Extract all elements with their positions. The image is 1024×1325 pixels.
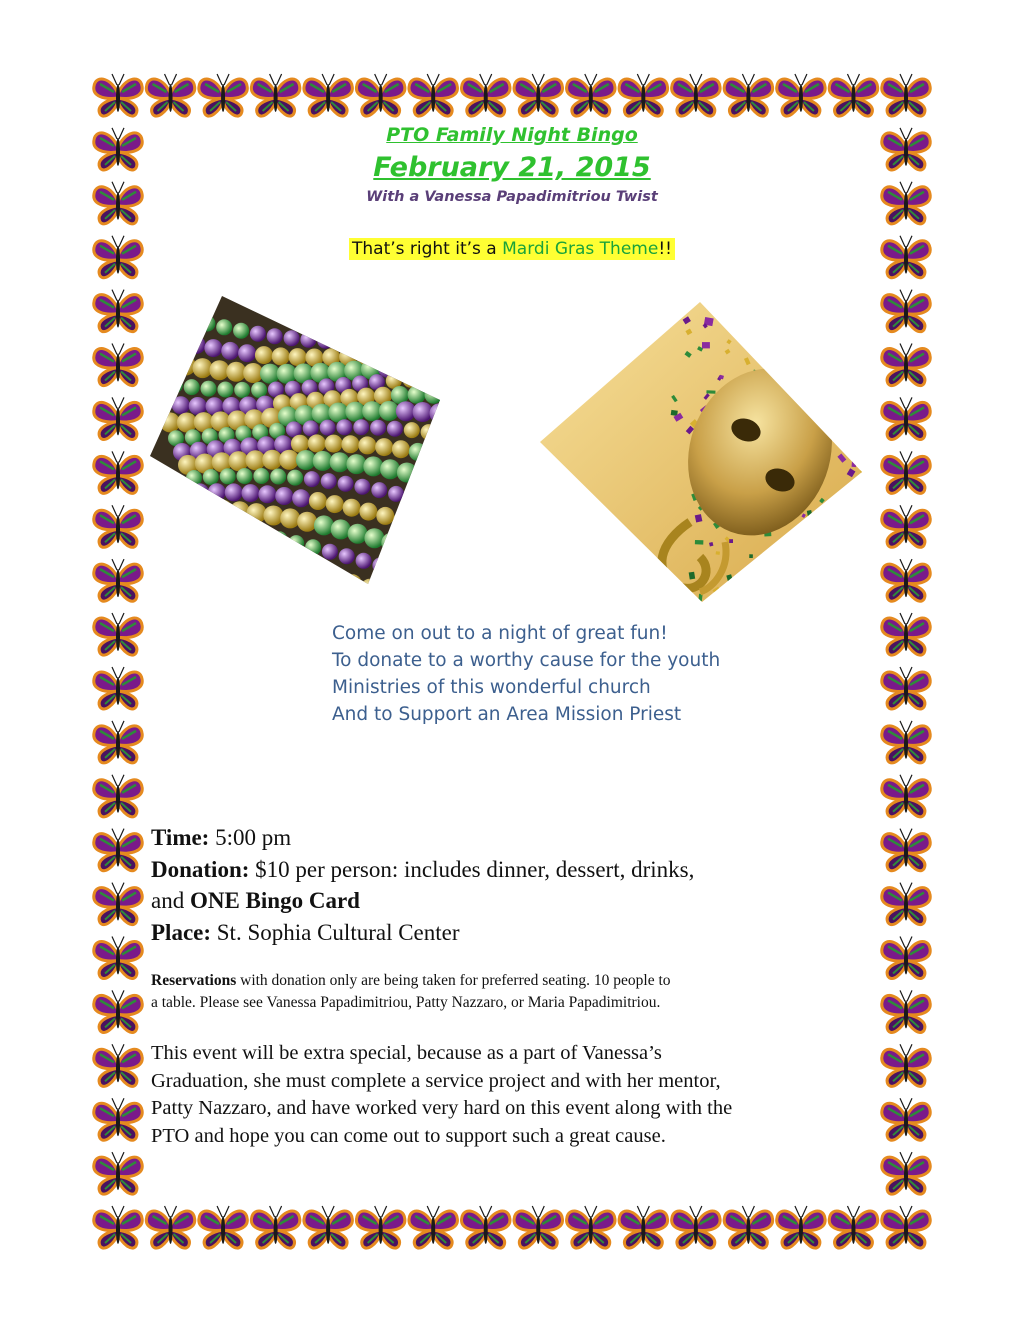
- reservations-line-2: a table. Please see Vanessa Papadimitriou, Patty Nazzaro, or Maria Papadimitriou.: [151, 994, 661, 1011]
- butterfly-icon: [777, 1206, 825, 1248]
- butterfly-icon: [94, 721, 142, 763]
- mardi-gras-beads-photo: [150, 296, 450, 596]
- reservations-line-1: [151, 970, 879, 992]
- butterfly-icon: [882, 182, 930, 224]
- butterfly-icon: [882, 775, 930, 817]
- place-label: Place:: [151, 919, 212, 945]
- butterfly-icon: [829, 1206, 877, 1248]
- theme-banner: [349, 238, 675, 260]
- butterfly-icon: [356, 74, 404, 116]
- theme-highlight: Mardi Gras Theme: [502, 239, 659, 259]
- butterfly-icon: [882, 829, 930, 871]
- butterfly-icon: [94, 936, 142, 978]
- butterfly-icon: [882, 667, 930, 709]
- reservations-label: Reservations: [151, 972, 237, 989]
- butterfly-icon: [882, 1098, 930, 1140]
- donation-value: $10 per person: includes dinner, dessert, drinks,: [249, 856, 695, 882]
- butterfly-icon: [94, 290, 142, 332]
- butterfly-icon: [882, 128, 930, 170]
- mardi-gras-mask-photo: [540, 302, 870, 602]
- butterfly-icon: [94, 74, 142, 116]
- theme-prefix: That’s right it’s a: [352, 239, 503, 259]
- butterfly-icon: [567, 1206, 615, 1248]
- butterfly-icon: [882, 290, 930, 332]
- event-title: PTO Family Night Bingo: [386, 124, 638, 146]
- butterfly-icon: [409, 1206, 457, 1248]
- event-date: February 21, 2015: [373, 152, 651, 183]
- butterfly-icon: [94, 397, 142, 439]
- butterfly-icon: [882, 451, 930, 493]
- event-subtitle: With a Vanessa Papadimitriou Twist: [366, 189, 658, 205]
- donation-bingo-card: ONE Bingo Card: [189, 888, 360, 913]
- butterfly-icon: [304, 1206, 352, 1248]
- butterfly-icon: [94, 829, 142, 871]
- butterfly-icon: [672, 1206, 720, 1248]
- butterfly-icon: [94, 613, 142, 655]
- butterfly-icon: [94, 1152, 142, 1194]
- special-line: PTO and hope you can come out to support such a great cause.: [151, 1124, 666, 1147]
- butterfly-icon: [882, 559, 930, 601]
- place-value: St. Sophia Cultural Center: [211, 919, 460, 945]
- butterfly-icon: [304, 74, 352, 116]
- donation-value-2: and: [151, 888, 190, 913]
- butterfly-icon: [724, 74, 772, 116]
- special-line: Graduation, she must complete a service project and with her mentor,: [151, 1069, 721, 1092]
- invite-line: Come on out to a night of great fun!: [332, 623, 668, 644]
- butterfly-icon: [462, 74, 510, 116]
- butterfly-icon: [672, 74, 720, 116]
- butterfly-icon: [882, 613, 930, 655]
- butterfly-icon: [567, 74, 615, 116]
- butterfly-icon: [882, 505, 930, 547]
- butterfly-icon: [94, 559, 142, 601]
- butterfly-icon: [514, 74, 562, 116]
- donation-row-2: [151, 885, 694, 917]
- butterfly-icon: [94, 1098, 142, 1140]
- butterfly-icon: [882, 1206, 930, 1248]
- butterfly-icon: [94, 990, 142, 1032]
- butterfly-icon: [882, 397, 930, 439]
- butterfly-icon: [882, 236, 930, 278]
- special-line: Patty Nazzaro, and have worked very hard on this event along with the: [151, 1097, 733, 1119]
- butterfly-icon: [199, 1206, 247, 1248]
- invite-line: Ministries of this wonderful church: [332, 677, 651, 698]
- theme-suffix: !!: [658, 239, 672, 259]
- butterfly-icon: [251, 1206, 299, 1248]
- butterfly-icon: [619, 1206, 667, 1248]
- special-line: This event will be extra special, because as a part of Vanessa’s: [151, 1042, 662, 1064]
- butterfly-icon: [199, 74, 247, 116]
- butterfly-icon: [94, 667, 142, 709]
- butterfly-icon: [882, 74, 930, 116]
- butterfly-icon: [94, 128, 142, 170]
- time-label: Time:: [151, 825, 210, 850]
- donation-label: Donation:: [151, 856, 250, 882]
- butterfly-icon: [462, 1206, 510, 1248]
- butterfly-icon: [409, 74, 457, 116]
- butterfly-icon: [724, 1206, 772, 1248]
- butterfly-icon: [94, 451, 142, 493]
- butterfly-icon: [146, 74, 194, 116]
- butterfly-icon: [94, 344, 142, 386]
- butterfly-icon: [251, 74, 299, 116]
- butterfly-icon: [94, 1044, 142, 1086]
- time-row: [151, 822, 694, 854]
- butterfly-icon: [94, 1206, 142, 1248]
- butterfly-icon: [882, 1152, 930, 1194]
- butterfly-icon: [94, 775, 142, 817]
- butterfly-icon: [619, 74, 667, 116]
- butterfly-icon: [882, 990, 930, 1032]
- butterfly-icon: [146, 1206, 194, 1248]
- event-details: [151, 822, 694, 948]
- reservations-rest: with donation only are being taken for preferred seating. 10 people to: [236, 972, 671, 989]
- butterfly-icon: [514, 1206, 562, 1248]
- time-value: 5:00 pm: [209, 825, 292, 850]
- butterfly-icon: [777, 74, 825, 116]
- invite-text: [332, 620, 720, 728]
- butterfly-icon: [882, 936, 930, 978]
- invite-line: To donate to a worthy cause for the youth: [332, 650, 721, 671]
- butterfly-icon: [882, 721, 930, 763]
- butterfly-icon: [94, 236, 142, 278]
- butterfly-icon: [94, 182, 142, 224]
- invite-line: And to Support an Area Mission Priest: [332, 704, 682, 725]
- butterfly-icon: [882, 1044, 930, 1086]
- butterfly-icon: [882, 344, 930, 386]
- butterfly-icon: [882, 883, 930, 925]
- butterfly-icon: [829, 74, 877, 116]
- butterfly-icon: [94, 505, 142, 547]
- place-row: [151, 917, 694, 949]
- special-event-text: [151, 1040, 879, 1150]
- butterfly-icon: [356, 1206, 404, 1248]
- butterfly-icon: [94, 883, 142, 925]
- donation-row: [151, 854, 694, 886]
- reservations-text: [151, 970, 879, 1014]
